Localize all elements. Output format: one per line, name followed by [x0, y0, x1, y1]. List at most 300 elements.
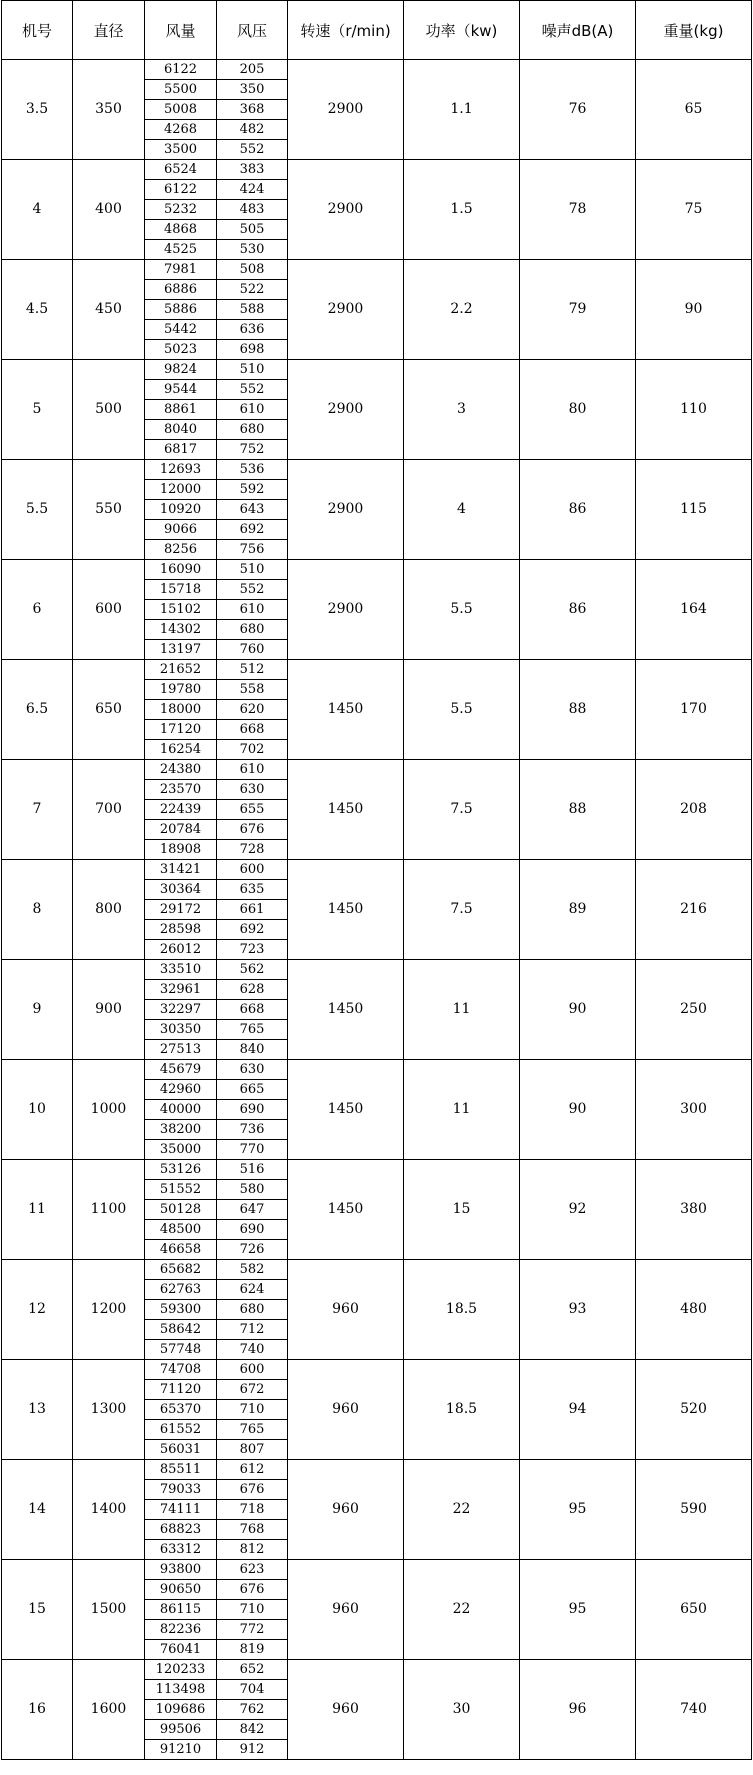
cell-pressure: 630	[217, 1060, 288, 1080]
cell-speed: 2900	[288, 260, 404, 360]
cell-airflow: 91210	[145, 1740, 217, 1760]
cell-model: 5.5	[2, 460, 73, 560]
cell-noise: 90	[520, 960, 636, 1060]
cell-airflow: 32297	[145, 1000, 217, 1020]
cell-noise: 89	[520, 860, 636, 960]
cell-pressure: 912	[217, 1740, 288, 1760]
table-row	[2, 360, 752, 380]
cell-pressure: 628	[217, 980, 288, 1000]
cell-airflow: 23570	[145, 780, 217, 800]
cell-diameter: 1600	[73, 1660, 145, 1760]
cell-pressure: 680	[217, 1300, 288, 1320]
cell-airflow: 19780	[145, 680, 217, 700]
cell-airflow: 86115	[145, 1600, 217, 1620]
cell-model: 16	[2, 1660, 73, 1760]
cell-airflow: 61552	[145, 1420, 217, 1440]
cell-pressure: 647	[217, 1200, 288, 1220]
cell-pressure: 668	[217, 1000, 288, 1020]
cell-weight: 740	[636, 1660, 752, 1760]
cell-airflow: 14302	[145, 620, 217, 640]
table-row	[2, 1060, 752, 1080]
cell-weight: 300	[636, 1060, 752, 1160]
cell-pressure: 710	[217, 1600, 288, 1620]
cell-airflow: 15718	[145, 580, 217, 600]
header-pressure: 风压	[217, 1, 288, 60]
cell-pressure: 482	[217, 120, 288, 140]
cell-pressure: 592	[217, 480, 288, 500]
cell-model: 7	[2, 760, 73, 860]
cell-airflow: 4868	[145, 220, 217, 240]
cell-noise: 92	[520, 1160, 636, 1260]
cell-pressure: 510	[217, 560, 288, 580]
cell-pressure: 505	[217, 220, 288, 240]
cell-airflow: 12000	[145, 480, 217, 500]
cell-airflow: 32961	[145, 980, 217, 1000]
cell-weight: 216	[636, 860, 752, 960]
cell-power: 7.5	[404, 860, 520, 960]
cell-noise: 93	[520, 1260, 636, 1360]
cell-model: 3.5	[2, 60, 73, 160]
cell-pressure: 522	[217, 280, 288, 300]
table-row	[2, 1460, 752, 1480]
cell-pressure: 842	[217, 1720, 288, 1740]
cell-airflow: 65370	[145, 1400, 217, 1420]
cell-airflow: 71120	[145, 1380, 217, 1400]
cell-pressure: 624	[217, 1280, 288, 1300]
cell-pressure: 736	[217, 1120, 288, 1140]
cell-airflow: 21652	[145, 660, 217, 680]
cell-airflow: 26012	[145, 940, 217, 960]
header-airflow: 风量	[145, 1, 217, 60]
header-model: 机号	[2, 1, 73, 60]
cell-pressure: 704	[217, 1680, 288, 1700]
cell-airflow: 16254	[145, 740, 217, 760]
cell-airflow: 113498	[145, 1680, 217, 1700]
cell-model: 6.5	[2, 660, 73, 760]
cell-pressure: 205	[217, 60, 288, 80]
cell-weight: 75	[636, 160, 752, 260]
cell-pressure: 636	[217, 320, 288, 340]
cell-pressure: 765	[217, 1020, 288, 1040]
cell-airflow: 35000	[145, 1140, 217, 1160]
cell-power: 11	[404, 1060, 520, 1160]
cell-airflow: 93800	[145, 1560, 217, 1580]
cell-diameter: 1500	[73, 1560, 145, 1660]
cell-airflow: 30350	[145, 1020, 217, 1040]
cell-airflow: 51552	[145, 1180, 217, 1200]
cell-pressure: 610	[217, 760, 288, 780]
cell-airflow: 8040	[145, 420, 217, 440]
cell-pressure: 840	[217, 1040, 288, 1060]
cell-pressure: 483	[217, 200, 288, 220]
cell-speed: 2900	[288, 560, 404, 660]
cell-airflow: 38200	[145, 1120, 217, 1140]
cell-diameter: 900	[73, 960, 145, 1060]
cell-pressure: 600	[217, 1360, 288, 1380]
cell-airflow: 10920	[145, 500, 217, 520]
cell-speed: 960	[288, 1560, 404, 1660]
cell-power: 7.5	[404, 760, 520, 860]
cell-airflow: 24380	[145, 760, 217, 780]
table-row	[2, 1660, 752, 1680]
cell-speed: 1450	[288, 760, 404, 860]
cell-airflow: 13197	[145, 640, 217, 660]
cell-diameter: 400	[73, 160, 145, 260]
cell-pressure: 610	[217, 400, 288, 420]
cell-noise: 80	[520, 360, 636, 460]
cell-pressure: 723	[217, 940, 288, 960]
cell-pressure: 710	[217, 1400, 288, 1420]
cell-airflow: 18908	[145, 840, 217, 860]
cell-weight: 480	[636, 1260, 752, 1360]
cell-pressure: 383	[217, 160, 288, 180]
cell-noise: 79	[520, 260, 636, 360]
cell-noise: 88	[520, 660, 636, 760]
cell-pressure: 582	[217, 1260, 288, 1280]
cell-airflow: 28598	[145, 920, 217, 940]
cell-airflow: 48500	[145, 1220, 217, 1240]
cell-power: 18.5	[404, 1360, 520, 1460]
cell-speed: 2900	[288, 360, 404, 460]
cell-airflow: 109686	[145, 1700, 217, 1720]
cell-diameter: 1300	[73, 1360, 145, 1460]
cell-pressure: 516	[217, 1160, 288, 1180]
cell-noise: 86	[520, 560, 636, 660]
cell-diameter: 1200	[73, 1260, 145, 1360]
table-row	[2, 960, 752, 980]
cell-weight: 110	[636, 360, 752, 460]
cell-pressure: 698	[217, 340, 288, 360]
table-row	[2, 1560, 752, 1580]
cell-pressure: 600	[217, 860, 288, 880]
cell-pressure: 630	[217, 780, 288, 800]
cell-airflow: 30364	[145, 880, 217, 900]
cell-power: 30	[404, 1660, 520, 1760]
cell-airflow: 3500	[145, 140, 217, 160]
cell-pressure: 692	[217, 920, 288, 940]
cell-pressure: 552	[217, 140, 288, 160]
cell-airflow: 9824	[145, 360, 217, 380]
cell-airflow: 42960	[145, 1080, 217, 1100]
cell-diameter: 650	[73, 660, 145, 760]
cell-airflow: 4268	[145, 120, 217, 140]
cell-airflow: 15102	[145, 600, 217, 620]
cell-pressure: 676	[217, 1580, 288, 1600]
cell-speed: 960	[288, 1260, 404, 1360]
cell-airflow: 6122	[145, 60, 217, 80]
cell-airflow: 4525	[145, 240, 217, 260]
table-row	[2, 60, 752, 80]
cell-airflow: 5023	[145, 340, 217, 360]
cell-model: 12	[2, 1260, 73, 1360]
cell-pressure: 765	[217, 1420, 288, 1440]
cell-model: 4.5	[2, 260, 73, 360]
cell-airflow: 85511	[145, 1460, 217, 1480]
cell-pressure: 665	[217, 1080, 288, 1100]
cell-pressure: 770	[217, 1140, 288, 1160]
cell-airflow: 46658	[145, 1240, 217, 1260]
cell-airflow: 12693	[145, 460, 217, 480]
cell-airflow: 6122	[145, 180, 217, 200]
cell-power: 18.5	[404, 1260, 520, 1360]
cell-diameter: 1400	[73, 1460, 145, 1560]
cell-pressure: 676	[217, 820, 288, 840]
cell-pressure: 588	[217, 300, 288, 320]
table-body	[2, 60, 752, 1760]
cell-weight: 380	[636, 1160, 752, 1260]
table-row	[2, 160, 752, 180]
cell-pressure: 752	[217, 440, 288, 460]
cell-airflow: 56031	[145, 1440, 217, 1460]
table-row	[2, 560, 752, 580]
cell-pressure: 812	[217, 1540, 288, 1560]
header-power: 功率（kw)	[404, 1, 520, 60]
cell-noise: 86	[520, 460, 636, 560]
cell-weight: 250	[636, 960, 752, 1060]
cell-model: 15	[2, 1560, 73, 1660]
fan-spec-table	[1, 0, 752, 1760]
cell-diameter: 350	[73, 60, 145, 160]
cell-airflow: 5500	[145, 80, 217, 100]
cell-pressure: 712	[217, 1320, 288, 1340]
cell-weight: 115	[636, 460, 752, 560]
cell-weight: 520	[636, 1360, 752, 1460]
header-speed: 转速（r/min)	[288, 1, 404, 60]
cell-airflow: 29172	[145, 900, 217, 920]
cell-speed: 960	[288, 1460, 404, 1560]
cell-pressure: 680	[217, 620, 288, 640]
cell-weight: 208	[636, 760, 752, 860]
cell-pressure: 562	[217, 960, 288, 980]
cell-airflow: 59300	[145, 1300, 217, 1320]
cell-noise: 94	[520, 1360, 636, 1460]
cell-noise: 76	[520, 60, 636, 160]
cell-diameter: 600	[73, 560, 145, 660]
cell-airflow: 50128	[145, 1200, 217, 1220]
cell-pressure: 692	[217, 520, 288, 540]
cell-airflow: 5008	[145, 100, 217, 120]
cell-speed: 960	[288, 1360, 404, 1460]
cell-airflow: 65682	[145, 1260, 217, 1280]
cell-model: 6	[2, 560, 73, 660]
cell-pressure: 728	[217, 840, 288, 860]
cell-airflow: 45679	[145, 1060, 217, 1080]
table-row	[2, 660, 752, 680]
cell-pressure: 508	[217, 260, 288, 280]
cell-noise: 95	[520, 1460, 636, 1560]
header-diameter: 直径	[73, 1, 145, 60]
cell-pressure: 672	[217, 1380, 288, 1400]
cell-pressure: 690	[217, 1220, 288, 1240]
cell-weight: 164	[636, 560, 752, 660]
cell-pressure: 368	[217, 100, 288, 120]
cell-model: 9	[2, 960, 73, 1060]
cell-airflow: 57748	[145, 1340, 217, 1360]
cell-pressure: 676	[217, 1480, 288, 1500]
cell-weight: 590	[636, 1460, 752, 1560]
cell-pressure: 740	[217, 1340, 288, 1360]
cell-power: 4	[404, 460, 520, 560]
cell-power: 3	[404, 360, 520, 460]
cell-airflow: 6524	[145, 160, 217, 180]
cell-airflow: 5232	[145, 200, 217, 220]
cell-power: 1.1	[404, 60, 520, 160]
cell-power: 15	[404, 1160, 520, 1260]
cell-diameter: 550	[73, 460, 145, 560]
cell-pressure: 680	[217, 420, 288, 440]
cell-pressure: 702	[217, 740, 288, 760]
cell-model: 13	[2, 1360, 73, 1460]
cell-airflow: 18000	[145, 700, 217, 720]
cell-pressure: 512	[217, 660, 288, 680]
cell-pressure: 762	[217, 1700, 288, 1720]
cell-pressure: 536	[217, 460, 288, 480]
cell-model: 11	[2, 1160, 73, 1260]
cell-power: 5.5	[404, 560, 520, 660]
cell-airflow: 99506	[145, 1720, 217, 1740]
cell-pressure: 350	[217, 80, 288, 100]
cell-pressure: 668	[217, 720, 288, 740]
cell-airflow: 8861	[145, 400, 217, 420]
cell-speed: 1450	[288, 960, 404, 1060]
cell-pressure: 558	[217, 680, 288, 700]
cell-airflow: 58642	[145, 1320, 217, 1340]
cell-airflow: 20784	[145, 820, 217, 840]
cell-pressure: 623	[217, 1560, 288, 1580]
cell-pressure: 424	[217, 180, 288, 200]
cell-airflow: 74708	[145, 1360, 217, 1380]
cell-noise: 95	[520, 1560, 636, 1660]
table-row	[2, 1360, 752, 1380]
cell-power: 1.5	[404, 160, 520, 260]
cell-airflow: 17120	[145, 720, 217, 740]
cell-weight: 170	[636, 660, 752, 760]
cell-pressure: 726	[217, 1240, 288, 1260]
cell-speed: 960	[288, 1660, 404, 1760]
cell-airflow: 76041	[145, 1640, 217, 1660]
cell-power: 22	[404, 1560, 520, 1660]
cell-power: 2.2	[404, 260, 520, 360]
cell-speed: 1450	[288, 860, 404, 960]
cell-diameter: 500	[73, 360, 145, 460]
cell-airflow: 53126	[145, 1160, 217, 1180]
cell-weight: 650	[636, 1560, 752, 1660]
cell-airflow: 16090	[145, 560, 217, 580]
cell-speed: 1450	[288, 1160, 404, 1260]
cell-airflow: 6817	[145, 440, 217, 460]
table-row	[2, 1260, 752, 1280]
cell-diameter: 1000	[73, 1060, 145, 1160]
cell-speed: 2900	[288, 460, 404, 560]
cell-pressure: 530	[217, 240, 288, 260]
header-weight: 重量(kg)	[636, 1, 752, 60]
cell-pressure: 612	[217, 1460, 288, 1480]
cell-pressure: 819	[217, 1640, 288, 1660]
cell-airflow: 82236	[145, 1620, 217, 1640]
cell-pressure: 772	[217, 1620, 288, 1640]
cell-pressure: 610	[217, 600, 288, 620]
cell-pressure: 635	[217, 880, 288, 900]
cell-airflow: 90650	[145, 1580, 217, 1600]
cell-airflow: 7981	[145, 260, 217, 280]
cell-airflow: 5442	[145, 320, 217, 340]
cell-pressure: 552	[217, 380, 288, 400]
cell-pressure: 652	[217, 1660, 288, 1680]
cell-diameter: 1100	[73, 1160, 145, 1260]
cell-weight: 90	[636, 260, 752, 360]
cell-speed: 2900	[288, 60, 404, 160]
cell-diameter: 450	[73, 260, 145, 360]
cell-speed: 1450	[288, 1060, 404, 1160]
cell-airflow: 31421	[145, 860, 217, 880]
cell-diameter: 700	[73, 760, 145, 860]
cell-diameter: 800	[73, 860, 145, 960]
cell-power: 5.5	[404, 660, 520, 760]
cell-pressure: 580	[217, 1180, 288, 1200]
header-noise: 噪声dB(A)	[520, 1, 636, 60]
cell-airflow: 62763	[145, 1280, 217, 1300]
cell-pressure: 760	[217, 640, 288, 660]
cell-airflow: 8256	[145, 540, 217, 560]
cell-airflow: 22439	[145, 800, 217, 820]
cell-airflow: 9066	[145, 520, 217, 540]
table-row	[2, 460, 752, 480]
cell-airflow: 63312	[145, 1540, 217, 1560]
cell-weight: 65	[636, 60, 752, 160]
cell-speed: 1450	[288, 660, 404, 760]
cell-noise: 78	[520, 160, 636, 260]
cell-noise: 88	[520, 760, 636, 860]
cell-pressure: 756	[217, 540, 288, 560]
cell-airflow: 6886	[145, 280, 217, 300]
cell-airflow: 5886	[145, 300, 217, 320]
table-row	[2, 1160, 752, 1180]
cell-pressure: 655	[217, 800, 288, 820]
cell-pressure: 510	[217, 360, 288, 380]
cell-model: 4	[2, 160, 73, 260]
cell-airflow: 9544	[145, 380, 217, 400]
cell-model: 14	[2, 1460, 73, 1560]
cell-model: 5	[2, 360, 73, 460]
cell-model: 10	[2, 1060, 73, 1160]
cell-power: 11	[404, 960, 520, 1060]
table-row	[2, 260, 752, 280]
cell-airflow: 27513	[145, 1040, 217, 1060]
cell-power: 22	[404, 1460, 520, 1560]
table-row	[2, 760, 752, 780]
cell-pressure: 643	[217, 500, 288, 520]
cell-airflow: 68823	[145, 1520, 217, 1540]
cell-pressure: 690	[217, 1100, 288, 1120]
cell-noise: 90	[520, 1060, 636, 1160]
cell-speed: 2900	[288, 160, 404, 260]
cell-airflow: 79033	[145, 1480, 217, 1500]
cell-model: 8	[2, 860, 73, 960]
cell-airflow: 40000	[145, 1100, 217, 1120]
cell-airflow: 74111	[145, 1500, 217, 1520]
cell-pressure: 620	[217, 700, 288, 720]
cell-pressure: 768	[217, 1520, 288, 1540]
cell-pressure: 552	[217, 580, 288, 600]
table-row	[2, 860, 752, 880]
cell-pressure: 661	[217, 900, 288, 920]
cell-noise: 96	[520, 1660, 636, 1760]
cell-pressure: 807	[217, 1440, 288, 1460]
header-row	[2, 1, 752, 60]
cell-airflow: 120233	[145, 1660, 217, 1680]
cell-airflow: 33510	[145, 960, 217, 980]
cell-pressure: 718	[217, 1500, 288, 1520]
